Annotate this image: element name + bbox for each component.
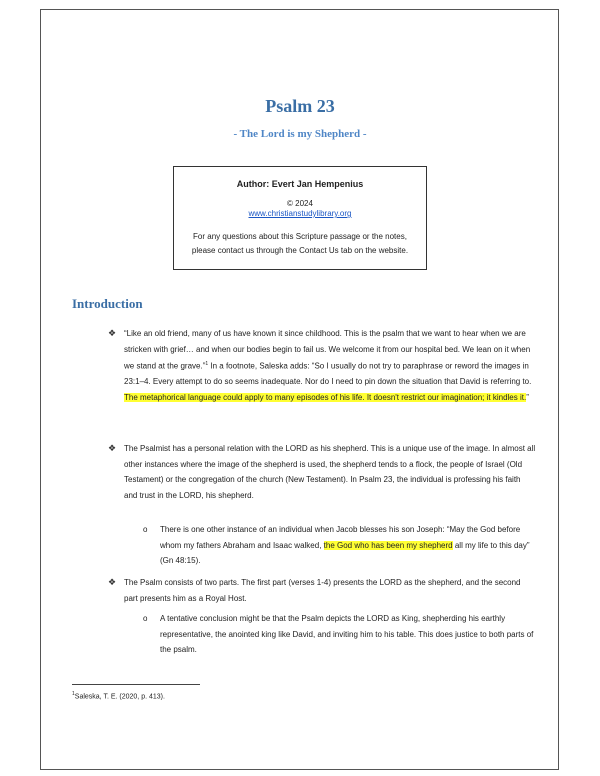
author-name: Author: Evert Jan Hempenius: [236, 179, 364, 189]
footnote-number: 1: [72, 691, 75, 697]
sub-item-3a: [143, 611, 540, 658]
author-box: [173, 166, 427, 270]
sub-item-2a: [143, 522, 540, 569]
bullet-1-end: ”: [526, 392, 529, 402]
sub-bullet-icon: o: [143, 614, 148, 623]
bullet-diamond-icon: ❖: [108, 443, 117, 453]
footnote: [72, 691, 165, 700]
contact-text: [174, 230, 426, 258]
sub-3a-text: A tentative conclusion might be that the Psalm depicts the LORD as King, shepherding his earthly representative, the anointed king like David, and inviting him to his table. This does justice to both parts of the psalm.: [160, 614, 534, 654]
sub-2a-highlight: the God who has been my shepherd: [323, 540, 453, 550]
contact-line-1: For any questions about this Scripture passage or the notes,: [193, 232, 407, 241]
bullet-item-2: [108, 441, 536, 503]
document-subtitle: - The Lord is my Shepherd -: [233, 128, 367, 140]
footnote-text: Saleska, T. E. (2020, p. 413).: [74, 693, 165, 701]
footnote-ref[interactable]: 1: [205, 361, 209, 367]
bullet-1-text: “Like an old friend, many of us have known it since childhood. This is the psalm that we want to hear when we are stricken with grief… and when our bodies begin to fail us. We welcome it from our hospital bed. We lean on it when we stand at the grave.”: [124, 329, 531, 371]
sub-bullet-icon: o: [143, 525, 148, 534]
sub-2a-text-cont: all my life to this day” (Gn 48:15).: [160, 540, 530, 565]
bullet-3-text: The Psalm consists of two parts. The first part (verses 1-4) presents the LORD as the shepherd, and the second part presents him as a Royal Host.: [124, 578, 521, 603]
copyright-year: © 2024: [287, 199, 313, 208]
footnote-divider: [72, 684, 200, 685]
bullet-diamond-icon: ❖: [108, 577, 117, 587]
bullet-2-text: The Psalmist has a personal relation with the LORD as his shepherd. This is a unique use of the image. In almost all other instances where the image of the shepherd is used, the shepherd tends to a flock, the people of Israel (Old Testament) or the congregation of the church (New Testament). In Psalm 23, the individual is professing his faith and trust in the LORD, his shepherd.: [124, 444, 536, 500]
bullet-diamond-icon: ❖: [108, 328, 117, 338]
contact-line-2: please contact us through the Contact Us tab on the website.: [191, 246, 409, 255]
bullet-1-highlight: The metaphorical language could apply to many episodes of his life. It doesn't restrict our imagination; it kindles it.: [124, 392, 527, 402]
document-title: Psalm 23: [265, 96, 335, 116]
bullet-1-text-cont: In a footnote, Saleska adds: “So I usually do not try to paraphrase or reword the images in 23:1–4. Every attempt to do so seems inadequate. Nor do I need to pin down the situation that David is referring to.: [124, 361, 532, 387]
bullet-item-3: [108, 575, 536, 606]
website-link[interactable]: www.christianstudylibrary.org: [248, 209, 352, 218]
sub-2a-text: There is one other instance of an individual when Jacob blesses his son Joseph: “May the God before whom my fathers Abraham and Isaac walked,: [160, 525, 521, 550]
bullet-item-1: [108, 326, 536, 405]
section-heading-introduction: Introduction: [72, 296, 143, 311]
